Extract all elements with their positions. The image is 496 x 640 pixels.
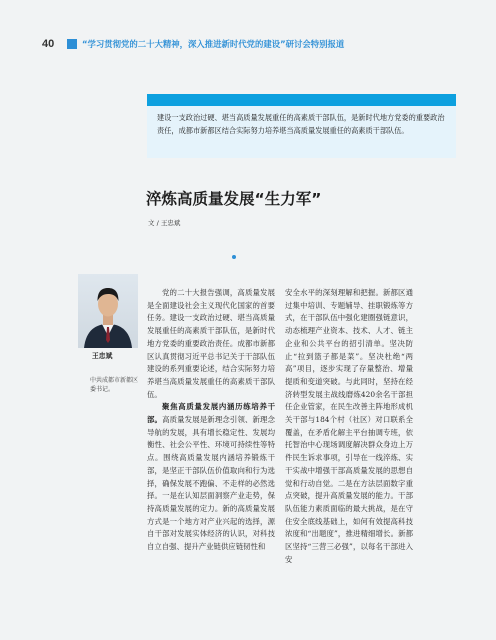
body-paragraph: 党的二十大报告强调，高质量发展是全面建设社会主义现代化国家的首要任务。建设一支政治过硬、堪当高质量发展重任的高素质干部队伍，是新时代地方党委的重要政治责任。成都市新都区认真贯彻习近平总书记关于干部队伍建设的系列重要论述，结合实际努力培养堪当高质量发展重任的高素质干部队伍。	[147, 288, 275, 399]
author-photo	[78, 274, 138, 348]
author-name: 王忠斌	[92, 352, 113, 360]
author-bio: 中共成都市新都区委书记。	[90, 377, 139, 394]
author-portrait-icon	[78, 274, 138, 348]
article-byline: 文 / 王忠斌	[148, 219, 181, 227]
pullquote-body	[147, 106, 456, 158]
body-paragraph: 安全水平的深刻理解和把握。新都区通过集中培训、专题辅导、挂职锻炼等方式，在干部队伍中强化建圈强链意识，动态梳理产业资本、技术、人才、链主企业和公共平台的招引清单。坚决防止“拉到篮子都是菜”。坚决杜绝“两高”项目，逐步实现了存量整治、增量提质和变道突破。与此同时，坚持在经济转型发展主战线磨炼420余名干部担任企业管家，在民生改善主阵地形成机关干部与184个村（社区）对口联系全覆盖，在矛盾化解主平台抽调专班，依托智治中心现场调度解决群众身边上万件民生诉求事项，引导在一线淬炼、实干实战中增强干部高质量发展的思想自觉和行动自觉。二是在方法层面数字重点突破，提升高质量发展的能力。干部队伍能力素质面临的最大挑战，是在守住安全底线基础上，如何有效提高科技浓度和“出题度”，推进精细增长。新都区坚持“三营三必强”，以每名干部进入安	[285, 288, 413, 564]
pullquote-top-bar	[147, 94, 456, 106]
body-column-2	[285, 287, 413, 566]
section-lead: 聚焦高质量发展内涵历练培养干部。	[147, 402, 275, 425]
body-paragraph-text: 高质量发展是新理念引领、新理念导航的发展，具有增长稳定性、发展均衡性、社会公平性、环境可持续性等特点。围绕高质量发展内涵培养锻炼干部，是坚正干部队伍价值取向和行为选择，确保发展不跑偏、不走样的必然选择。一是在认知层面洞察产业走势，保持高质量发展的定力。新的高质量发展方式是一个地方对产业兴起的选择，源自干部对发展实体经济的认识，对科技自立自强、提升产业链供应链韧性和	[147, 415, 275, 552]
running-header-title: “学习贯彻党的二十大精神，深入推进新时代党的建设”研讨会特别报道	[82, 39, 345, 49]
decorative-dot	[232, 255, 236, 259]
body-column-1	[147, 287, 275, 554]
page-number: 40	[42, 38, 55, 50]
article-title: 淬炼高质量发展“生力军”	[146, 190, 322, 208]
running-header	[0, 34, 496, 56]
body-paragraph	[147, 401, 275, 553]
header-square-marker	[67, 39, 77, 49]
pullquote-box	[147, 94, 456, 160]
pullquote-text: 建设一支政治过硬、堪当高质量发展重任的高素质干部队伍，是新时代地方党委的重要政治责任，成都市新都区结合实际努力培养堪当高质量发展重任的高素质干部队伍。	[157, 113, 445, 135]
